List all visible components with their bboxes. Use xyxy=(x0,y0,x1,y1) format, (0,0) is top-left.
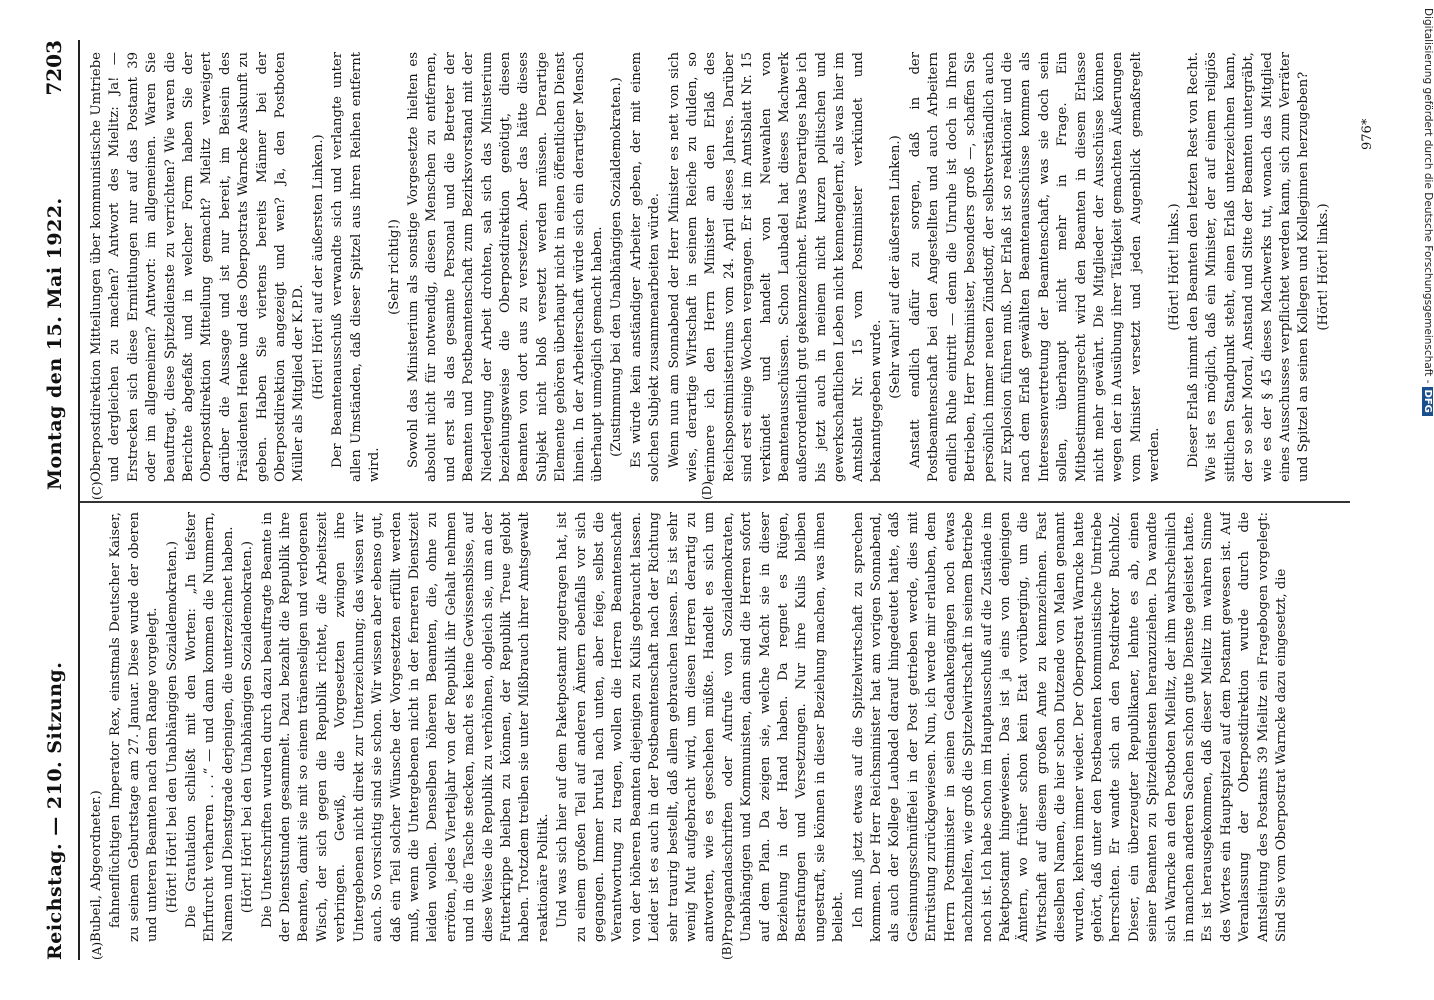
paragraph: Die Unterschriften wurden durch dazu beauftragte Beamte in der Dienststunden gesammelt. Dazu bezahlt die Republik ihre Beamten, damit sie mit so einem tränenseligen und verlogenen Wisch, der sich gegen die Republik richtet, die Arbeitszeit verbringen. Gewiß, die Vorgesetzten zwingen ihre Untergebenen nicht direkt zur Unterzeichnung; das wissen wir auch. So vorsichtig sind sie schon. Wir wissen aber ebenso gut, daß ein Teil solcher Wünsche der Vorgesetzten erfüllt werden muß, wenn die Untergebenen nicht in der ferneren Dienstzeit leiden wollen. Denselben höheren Beamten, die, ohne zu erröten, jedes Vierteljahr von der Republik ihr Gehalt nehmen und in die Tasche stecken, macht es keine Gewissensbisse, auf diese Weise die Republik zu verhöhnen, obgleich sie, um an der Futterkrippe bleiben zu können, der Republik Treue gelobt haben. Trotzdem treiben sie unter Mißbrauch ihrer Amtsgewalt reaktionäre Politik. xyxy=(259,512,551,942)
paragraph: Wenn nun am Sonnabend der Herr Minister es nett von sich wies, derartige Wirtschaft in seinem Reiche zu dulden, so erinnere ich den Herrn Minister an den Erlaß des Reichspostministeriums vom 24. April dieses Jahres. Darüber sind erst einige Wochen vergangen. Er ist im Amtsblatt Nr. 15 verkündet und handelt von Neuwahlen von Beamtenausschüssen. Schon Laubadel hat dieses Machwerk außerordentlich gut gekennzeichnet. Etwas Derartiges habe ich bis jetzt auch in meinem nicht kurzen politischen und gewerkschaftlichen Leben nicht kennengelernt, als was hier im Amtsblatt Nr. 15 vom Postminister verkündet und bekanntgegeben wurde. xyxy=(666,52,885,482)
header-date: Montag den 15. Mai 1922. xyxy=(44,197,66,490)
margin-marker-b: (B) xyxy=(720,941,734,960)
interjection: (Zustimmung bei den Unabhängigen Sozialdemokraten.) xyxy=(609,77,625,457)
signature-code: 976* xyxy=(1360,118,1375,150)
interjection: (Hört! Hört! bei den Unabhängigen Sozialdemokraten.) xyxy=(164,540,180,914)
header-left-title: Reichstag. — 210. Sitzung. xyxy=(44,661,66,960)
margin-marker-c: (C) xyxy=(90,481,104,500)
header-rule xyxy=(78,40,80,960)
column-divider xyxy=(80,501,1350,503)
interjection: (Sehr richtig!) xyxy=(386,219,402,315)
paragraph: Die Gratulation schließt mit den Worten: „In tiefster Ehrfurcht verharren . . .“ — und dann kommen die Nummern, Namen und Dienstgrade derjenigen, die unterzeichnet haben. xyxy=(184,512,236,942)
margin-marker-a: (A) xyxy=(90,941,104,960)
interjection: (Hört! Hört! auf der äußersten Linken.) xyxy=(310,134,326,400)
right-text-column xyxy=(88,52,1348,482)
paragraph: Anstatt endlich dafür zu sorgen, daß in der Postbeamtenschaft bei den Angestellten und auch Arbeitern endlich Ruhe eintritt — denn die Unruhe ist doch in Ihren Betrieben, Herr Postminister, besonders groß —, schaffen Sie persönlich immer neuen Zündstoff, der selbstverständlich auch zur Explosion führen muß. Der Erlaß ist so reaktionär und die nach dem Erlaß gewählten Beamtenausschüsse kommen als Interessenvertretung der Beamtenschaft, was sie doch sein sollen, überhaupt nicht mehr in Frage. Ein Mitbestimmungsrecht wird den Beamten in diesem Erlasse nicht mehr gewährt. Die Mitglieder der Ausschüsse können wegen der in Ausübung ihrer Tätigkeit gemachten Äußerungen vom Minister versetzt und jeden Augenblick gemaßregelt werden. xyxy=(907,52,1163,482)
page-number: 7203 xyxy=(42,40,66,96)
left-text-column xyxy=(88,512,1348,942)
paragraph: Bubeil, Abgeordneter.) xyxy=(89,790,104,942)
paragraph: Es würde kein anständiger Arbeiter geben, der mit einem solchen Subjekt zusammenarbeiten würde. xyxy=(628,52,663,482)
paragraph: Ich muß jetzt etwas auf die Spitzelwirtschaft zu sprechen kommen. Der Herr Reichsminister hat am vorigen Sonnabend, als auch der Kollege Laubadel darauf hingedeutet hatte, daß Gesinnungsschnüffelei in der Post getrieben werde, dies mit Entrüstung zurückgewiesen. Nun, ich werde mir erlauben, dem Herrn Postminister in seinen Gedankengängen noch etwas nachzuhelfen, wie groß die Spitzelwirtschaft in seinem Betriebe noch ist. Ich habe schon im Hauptausschuß auf die Zustände im Paketpostamt hingewiesen. Das ist ja eins von denjenigen Ämtern, wo früher schon kein Etat vorüberging, um die Wirtschaft auf diesem großen Amte zu kennzeichnen. Fast dieselben Namen, die hier schon Dutzende von Malen genannt wurden, kehren immer wieder. Der Oberpostrat Warncke hatte gehört, daß unter den Postbeamten kommunistische Umtriebe herrschten. Er wandte sich an den Postdirektor Buchholz. Dieser, ein überzeugter Republikaner, lehnte es ab, einen seiner Beamten zu Spitzeldiensten heranzuziehen. Da wandte sich Warncke an den Postboten Mielitz, der ihm wahrscheinlich in manchen anderen Sachen schon gute Dienste geleistet hatte. Es ist herausgekommen, daß dieser Mielitz im wahren Sinne des Wortes ein Hauptspitzel auf dem Postamt gewesen ist. Auf Veranlassung der Oberpostdirektion wurde durch die Amtsleitung des Postamts 39 Mielitz ein Fragebogen vorgelegt: Sind Sie vom Oberpostrat Warncke dazu eingesetzt, die xyxy=(850,512,1289,942)
paragraph: Der Beamtenausschuß verwandte sich und verlangte unter allen Umständen, daß dieser Spitzel aus ihren Reihen entfernt wird. xyxy=(330,52,383,482)
paragraph: Oberpostdirektion Mitteilungen über kommunistische Umtriebe und dergleichen zu machen? Antwort des Mielitz: Ja! — Erstrecken sich diese Ermittlungen nur auf das Postamt 39 oder im allgemeinen? Antwort: im allgemeinen. Waren Sie beauftragt, diese Spitzeldienste zu verrichten? Wie waren die Berichte abgefaßt und in welcher Form haben Sie der Oberpostdirektion Mitteilung gemacht? Mielitz verweigert darüber die Aussage und ist nur bereit, im Beisein des Präsidenten Henke und des Oberpostrats Warncke Auskunft zu geben. Haben Sie viertens bereits Männer bei der Oberpostdirektion angezeigt und wen? Ja, den Postboten Müller als Mitglied der K.P.D. xyxy=(89,52,307,482)
interjection: (Hört! Hört! links.) xyxy=(1315,203,1331,331)
credit-text-wrapper xyxy=(1422,8,1434,416)
margin-marker-d: (D) xyxy=(700,481,714,500)
dfg-logo: DFG xyxy=(1422,387,1433,416)
interjection: (Hört! Hört! bei den Unabhängigen Sozialdemokraten.) xyxy=(240,540,256,914)
digitization-credit xyxy=(1400,0,1434,1000)
paragraph: fahnenflüchtigen Imperator Rex, einstmals Deutscher Kaiser, zu seinem Geburtstage am 27. Januar. Diese wurde der oberen und unteren Beamten nach dem Range vorgelegt. xyxy=(108,512,161,942)
paragraph: Sowohl das Ministerium als sonstige Vorgesetzte hielten es absolut nicht für notwendig, diesen Menschen zu entfernen, und erst als das gesamte Personal und die Betreter der Beamten und Postbeamtenschaft zum Bezirksvorstand mit der Niederlegung der Arbeit drohten, sah sich das Ministerium beziehungsweise die Oberpostdirektion genötigt, diesen Beamten von dort aus zu versetzen. Aber das hätte dieses Subjekt nicht bloß versetzt werden müssen. Derartige Elemente gehören überhaupt nicht in einen öffentlichen Dienst hinein. In der Arbeiterschaft würde sich ein derartiger Mensch überhaupt unmöglich gemacht haben. xyxy=(405,52,605,482)
interjection: (Sehr wahr! auf der äußersten Linken.) xyxy=(888,135,904,399)
interjection: (Hört! Hört! links.) xyxy=(1166,203,1182,331)
page-header xyxy=(38,40,72,960)
credit-text: Digitalisierung gefördert durch die Deutsche Forschungsgemeinschaft - xyxy=(1422,8,1434,384)
paragraph: Dieser Erlaß nimmt den Beamten den letzten Rest von Recht. Wie ist es möglich, daß ein Minister, der auf einem religiös sittlichen Standpunkt steht, einen Erlaß unterzeichnen kann, der so sehr Moral, Anstand und Sitte der Beamten untergräbt, wie es der § 45 dieses Machwerks tut, wonach das Mitglied eines Ausschusses verpflichtet werden kann, sich zum Verräter und Spitzel an seinen Kollegen und Kolleginnen herzugeben? xyxy=(1185,52,1312,482)
paragraph: Und was sich hier auf dem Paketpostamt zugetragen hat, ist zu einem großen Teil auf anderen Ämtern ebenfalls vor sich gegangen. Immer brutal nach unten, aber feige, selbst die Verantwortung zu tragen, wollen die Herren Beamtenschaft von der höheren Beamten diejenigen zu Kulis gebraucht lassen. Leider ist es auch in der Postbeamtenschaft nach der Richtung sehr traurig bestellt, daß allem gebrauchen lassen. Es ist sehr wenig Mut aufgebracht wird, um diesen Herren derartig zu antworten, wie es geschehen müßte. Handelt es sich um Propagandaschriften oder Aufrufe von Sozialdemokraten, Unabhängigen und Kommunisten, dann sind die Herren sofort auf dem Plan. Da zeigen sie, welche Macht sie in dieser Beziehung in der Hand haben. Da regnet es Rügen, Bestrafungen und Versetzungen. Nur ihre Kulis bleiben ungestraft, sie können in dieser Beziehung machen, was ihnen beliebt. xyxy=(555,512,847,942)
